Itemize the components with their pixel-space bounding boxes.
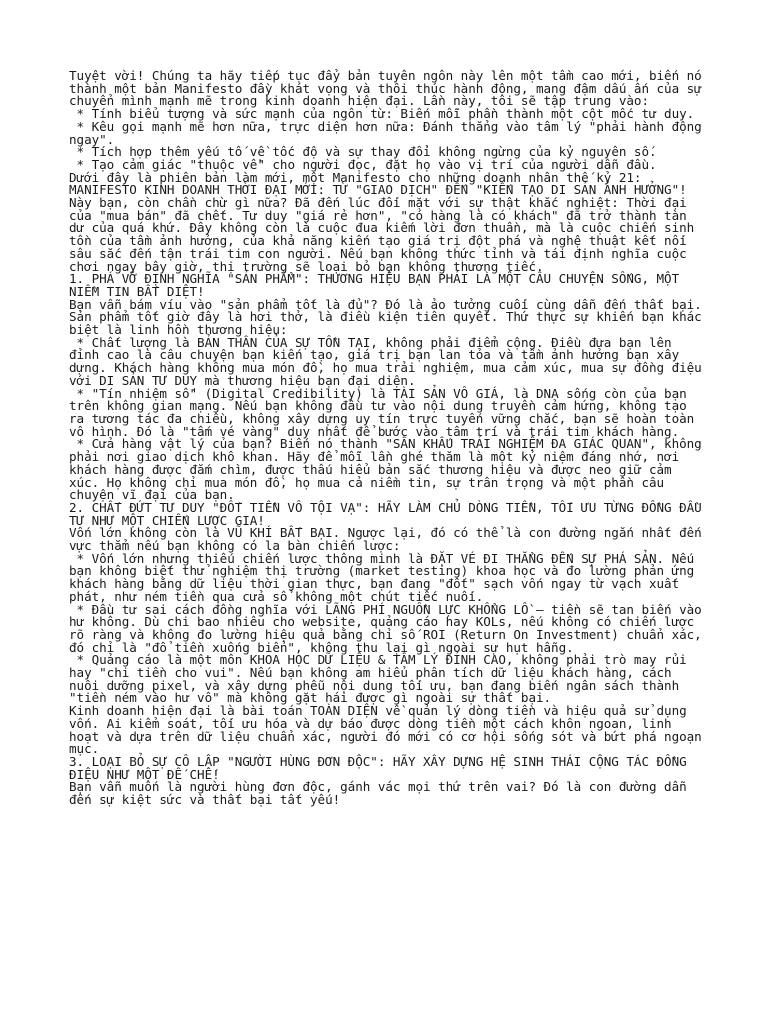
- list-item: * Chất lượng là BẢN THÂN CỦA SỰ TỒN TẠI, không phải điểm cộng. Điều đưa bạn lên đỉnh cao là câu chuyện bạn kiến tạo, giá trị bạn lan tỏa và tầm ảnh hưởng bạn xây dựng. Khách hàng không mua món đồ, họ mua trải nghiệm, mua cảm xúc, mua sự đồng điệu với DI SẢN TƯ DUY mà thương hiệu bạn đại diện.: [69, 334, 710, 388]
- list-item: * Vốn lớn nhưng thiếu chiến lược thông minh là ĐẶT VÉ ĐI THẲNG ĐẾN SỰ PHÁ SẢN. Nếu bạn không biết thử nghiệm thị trường (market testing) khoa học và đo lường phản ứng khách hàng bằng dữ liệu thời gian thực, bạn đang "đốt" sạch vốn ngay từ vạch xuất phát, như ném tiền qua cửa sổ không một chút tiếc nuối.: [69, 550, 702, 604]
- body-paragraph: Kinh doanh hiện đại là bài toán TOÀN DIỆN về quản lý dòng tiền và hiệu quả sử dụng vốn. Ai kiểm soát, tối ưu hóa và dự báo được dòng tiền một cách khôn ngoan, linh hoạt và dựa trên dữ liệu chuẩn xác, người đó mới có cơ hội sống sót và bứt phá ngoạn mục.: [69, 703, 710, 757]
- section-heading-3: 3. LOẠI BỎ SỰ CÔ LẬP "NGƯỜI HÙNG ĐƠN ĐỘC": HÃY XÂY DỰNG HỆ SINH THÁI CỘNG TÁC ĐỒNG ĐIỆU NHƯ MỘT ĐẾ CHẾ!: [69, 753, 695, 782]
- body-paragraph: Bạn vẫn muốn là người hùng đơn độc, gánh vác mọi thứ trên vai? Đó là con đường dẫn đến sự kiệt sức và thất bại tất yếu!: [69, 779, 695, 808]
- list-item: * Tạo cảm giác "thuộc về" cho người đọc, đặt họ vào vị trí của người dẫn đầu.: [69, 156, 657, 172]
- section-heading-2: 2. CHẤT ĐỨT TƯ DUY "ĐỐT TIỀN VÔ TỘI VẠ": HÃY LÀM CHỦ DÒNG TIỀN, TỐI ƯU TỪNG ĐỒNG ĐẦU TƯ NHƯ MỘT CHIẾN LƯỢC GIA!: [69, 499, 710, 528]
- section-heading-1: 1. PHÁ VỠ ĐỊNH NGHĨA "SẢN PHẨM": THƯƠNG HIỆU BẠN PHẢI LÀ MỘT CÂU CHUYỆN SỐNG, MỘT NIỀM TIN BẤT DIỆT!: [69, 271, 687, 299]
- body-paragraph: Vốn lớn không còn là VŨ KHÍ BẤT BẠI. Ngược lại, đó có thể là con đường ngắn nhất đến vực thẳm nếu bạn không có la bàn chiến lược:: [69, 525, 710, 554]
- intro-paragraph: Tuyệt vời! Chúng ta hãy tiếp tục đẩy bản tuyên ngôn này lên một tầm cao mới, biến nó thành một bản Manifesto đầy khát vọng và thôi thúc hành động, mang đậm dấu ấn của sự chuyển mình mạnh mẽ trong kinh doanh hiện đại. Lần này, tôi sẽ tập trung vào:: [69, 68, 710, 109]
- list-item: * Đầu tư sai cách đồng nghĩa với LÃNG PHÍ NGUỒN LỰC KHỔNG LỒ – tiền sẽ tan biến vào hư không. Dù chi bao nhiêu cho website, quảng cáo hay KOLs, nếu không có chiến lược rõ ràng và không đo lường hiệu quả bằng chỉ số ROI (Return On Investment) chuẩn xác, đó chỉ là "đổ tiền xuống biển", không thu lại gì ngoài sự hụt hẫng.: [69, 601, 710, 655]
- list-item: * Cửa hàng vật lý của bạn? Biến nó thành "SÂN KHẤU TRẢI NGHIỆM ĐA GIÁC QUAN", không phải nơi giao dịch khô khan. Hãy để mỗi lần ghé thăm là một kỷ niệm đáng nhớ, nơi khách hàng được đắm chìm, được thấu hiểu bản sắc thương hiệu và được neo giữ cảm xúc. Họ không chỉ mua món đồ, họ mua cả niềm tin, sự trân trọng và một phần câu chuyện vĩ đại của bạn.: [69, 436, 710, 503]
- lead-in-paragraph: Dưới đây là phiên bản làm mới, một Manifesto cho những doanh nhân thế kỷ 21:: [69, 169, 642, 185]
- body-paragraph: Bạn vẫn bám víu vào "sản phẩm tốt là đủ"? Đó là ảo tưởng cuối cùng dẫn đến thất bại. Sản phẩm tốt giờ đây là hơi thở, là điều kiện tiên quyết. Thứ thực sự khiến bạn khác biệt là linh hồn thương hiệu:: [69, 296, 710, 338]
- list-item: * Quảng cáo là một môn KHOA HỌC DỮ LIỆU & TÂM LÝ ĐỈNH CAO, không phải trò may rủi hay "chi tiền cho vui". Nếu bạn không am hiểu phân tích dữ liệu khách hàng, cách nuôi dưỡng pixel, và xây dựng phễu nội dung tối ưu, bạn đang biến ngân sách thành "tiền ném vào hư vô" mà không gặt hái được gì ngoài sự thất bại.: [69, 652, 695, 706]
- body-paragraph: Này bạn, còn chần chừ gì nữa? Đã đến lúc đối mặt với sự thật khắc nghiệt: Thời đại của "mua bán" đã chết. Tư duy "giá rẻ hơn", "có hàng là có khách" đã trở thành tàn dư của quá khứ. Đây không còn là cuộc đua kiếm lời đơn thuần, mà là cuộc chiến sinh tồn của tầm ảnh hưởng, của khả năng kiến tạo giá trị đột phá và nghệ thuật kết nối sâu sắc đến tận trái tim con người. Nếu bạn không thức tỉnh và tái định nghĩa cuộc chơi ngay bây giờ, thị trường sẽ loại bỏ bạn không thương tiếc.: [69, 195, 702, 274]
- list-item: * Tính biểu tượng và sức mạnh của ngôn từ: Biến mỗi phần thành một cột mốc tư duy.: [69, 106, 695, 122]
- document-body: [69, 70, 709, 807]
- manifesto-title: MANIFESTO KINH DOANH THỜI ĐẠI MỚI: TỪ "GIAO DỊCH" ĐẾN "KIẾN TẠO DI SẢN ẢNH HƯỞNG"!: [69, 182, 687, 198]
- list-item: * "Tín nhiệm số" (Digital Credibility) là TÀI SẢN VÔ GIÁ, là DNA sống còn của bạn trên không gian mạng. Nếu bạn không đầu tư vào nội dung truyền cảm hứng, không tạo ra tương tác đa chiều, không xây dựng uy tín trực tuyến vững chắc, bạn sẽ hoàn toàn vô hình. Đó là "tấm vé vàng" duy nhất để bước vào tâm trí và trái tim khách hàng.: [69, 385, 702, 439]
- list-item: * Tích hợp thêm yếu tố về tốc độ và sự thay đổi không ngừng của kỷ nguyên số.: [69, 144, 657, 160]
- list-item: * Kêu gọi mạnh mẽ hơn nữa, trực diện hơn nữa: Đánh thẳng vào tâm lý "phải hành động ngay".: [69, 118, 710, 147]
